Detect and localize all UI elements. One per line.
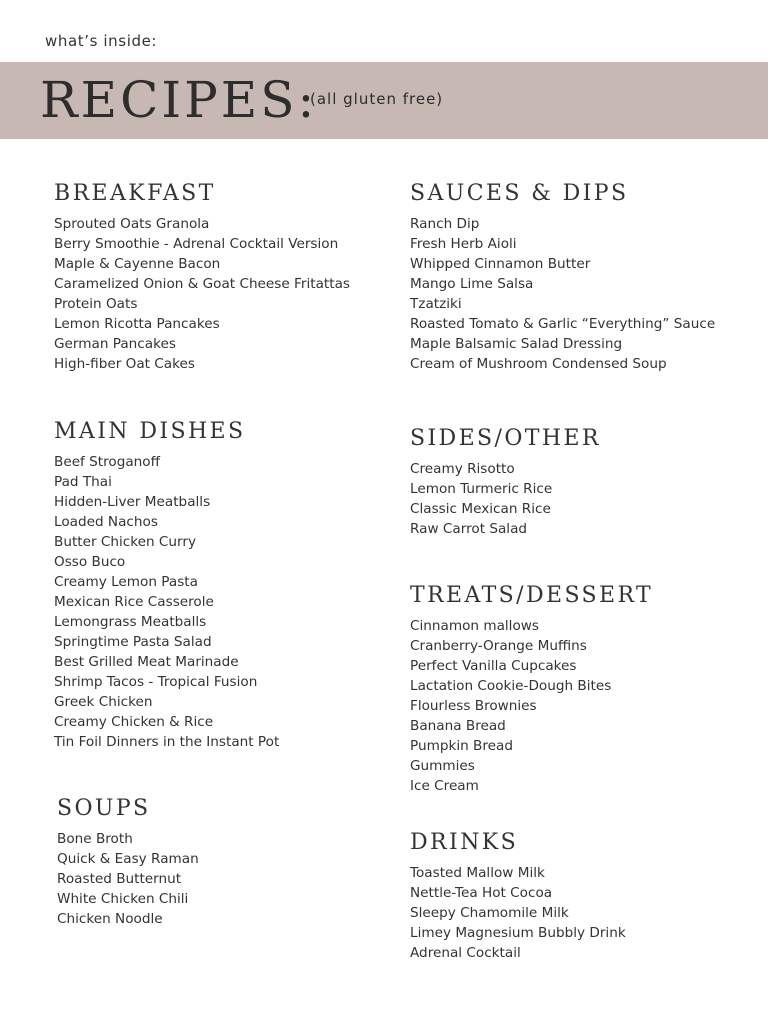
section-sauces-dips (410, 180, 760, 374)
recipe-item: Protein Oats (54, 296, 138, 312)
recipe-item: Limey Magnesium Bubbly Drink (410, 925, 626, 941)
section-drinks (410, 829, 760, 963)
section-title: BREAKFAST (54, 181, 216, 206)
recipe-item: Caramelized Onion & Goat Cheese Fritattas (54, 276, 350, 292)
recipe-item: Classic Mexican Rice (410, 501, 551, 517)
recipe-item: Pumpkin Bread (410, 738, 513, 754)
recipe-item: Lemongrass Meatballs (54, 614, 207, 630)
recipe-item: Springtime Pasta Salad (54, 634, 212, 650)
section-main-dishes (54, 418, 404, 752)
recipe-item: Quick & Easy Raman (57, 851, 199, 867)
recipe-item: Bone Broth (57, 831, 133, 847)
recipe-item: Lactation Cookie-Dough Bites (410, 678, 612, 694)
recipe-item: Chicken Noodle (57, 911, 163, 927)
section-title: MAIN DISHES (54, 419, 246, 444)
recipe-list (54, 452, 404, 752)
recipe-item: Flourless Brownies (410, 698, 537, 714)
recipe-item: Lemon Turmeric Rice (410, 481, 553, 497)
header-kicker: what’s inside: (45, 32, 158, 50)
recipe-item: Best Grilled Meat Marinade (54, 654, 239, 670)
recipe-item: Maple & Cayenne Bacon (54, 256, 221, 272)
recipe-item: Sleepy Chamomile Milk (410, 905, 569, 921)
recipe-list (54, 214, 404, 374)
recipe-item: Greek Chicken (54, 694, 153, 710)
recipe-item: Ice Cream (410, 778, 479, 794)
recipe-item: White Chicken Chili (57, 891, 189, 907)
section-title: SAUCES & DIPS (410, 181, 629, 206)
recipe-item: Roasted Tomato & Garlic “Everything” Sauce (410, 316, 716, 332)
recipe-item: Mexican Rice Casserole (54, 594, 214, 610)
section-title: SIDES/OTHER (410, 426, 601, 451)
section-sides-other (410, 425, 760, 539)
recipe-item: Cream of Mushroom Condensed Soup (410, 356, 667, 372)
recipe-item: German Pancakes (54, 336, 176, 352)
recipe-item: Banana Bread (410, 718, 506, 734)
recipe-item: Whipped Cinnamon Butter (410, 256, 591, 272)
recipe-item: Adrenal Cocktail (410, 945, 521, 961)
section-title: TREATS/DESSERT (410, 583, 654, 608)
recipe-item: Butter Chicken Curry (54, 534, 197, 550)
page-title: RECIPES: (40, 71, 318, 129)
page-subtitle: (all gluten free) (310, 90, 444, 108)
section-soups (57, 795, 407, 929)
section-treats-dessert (410, 582, 760, 796)
recipe-list (57, 829, 407, 929)
recipe-list (410, 214, 760, 374)
recipe-item: Mango Lime Salsa (410, 276, 534, 292)
recipe-item: Maple Balsamic Salad Dressing (410, 336, 623, 352)
recipe-item: Ranch Dip (410, 216, 480, 232)
recipe-item: Sprouted Oats Granola (54, 216, 210, 232)
recipe-item: Cinnamon mallows (410, 618, 539, 634)
recipe-item: Osso Buco (54, 554, 126, 570)
recipe-item: Nettle-Tea Hot Cocoa (410, 885, 553, 901)
recipe-item: Creamy Risotto (410, 461, 515, 477)
recipe-item: Cranberry-Orange Muffins (410, 638, 587, 654)
section-breakfast (54, 180, 404, 374)
recipe-item: Fresh Herb Aioli (410, 236, 517, 252)
recipe-item: Shrimp Tacos - Tropical Fusion (54, 674, 258, 690)
recipe-list (410, 459, 760, 539)
recipe-item: Hidden-Liver Meatballs (54, 494, 211, 510)
recipe-item: Lemon Ricotta Pancakes (54, 316, 220, 332)
section-title: SOUPS (57, 796, 151, 821)
recipe-item: Berry Smoothie - Adrenal Cocktail Version (54, 236, 339, 252)
section-title: DRINKS (410, 830, 519, 855)
recipe-item: Perfect Vanilla Cupcakes (410, 658, 577, 674)
recipe-item: Tin Foil Dinners in the Instant Pot (54, 734, 280, 750)
recipe-item: Raw Carrot Salad (410, 521, 528, 537)
recipe-item: Creamy Chicken & Rice (54, 714, 214, 730)
recipe-item: Roasted Butternut (57, 871, 182, 887)
recipe-item: Loaded Nachos (54, 514, 158, 530)
recipe-item: High-fiber Oat Cakes (54, 356, 195, 372)
recipe-item: Pad Thai (54, 474, 112, 490)
recipe-item: Toasted Mallow Milk (410, 865, 545, 881)
recipe-item: Creamy Lemon Pasta (54, 574, 198, 590)
recipe-item: Beef Stroganoff (54, 454, 160, 470)
recipe-item: Tzatziki (410, 296, 462, 312)
recipe-list (410, 616, 760, 796)
recipe-list (410, 863, 760, 963)
recipe-item: Gummies (410, 758, 475, 774)
